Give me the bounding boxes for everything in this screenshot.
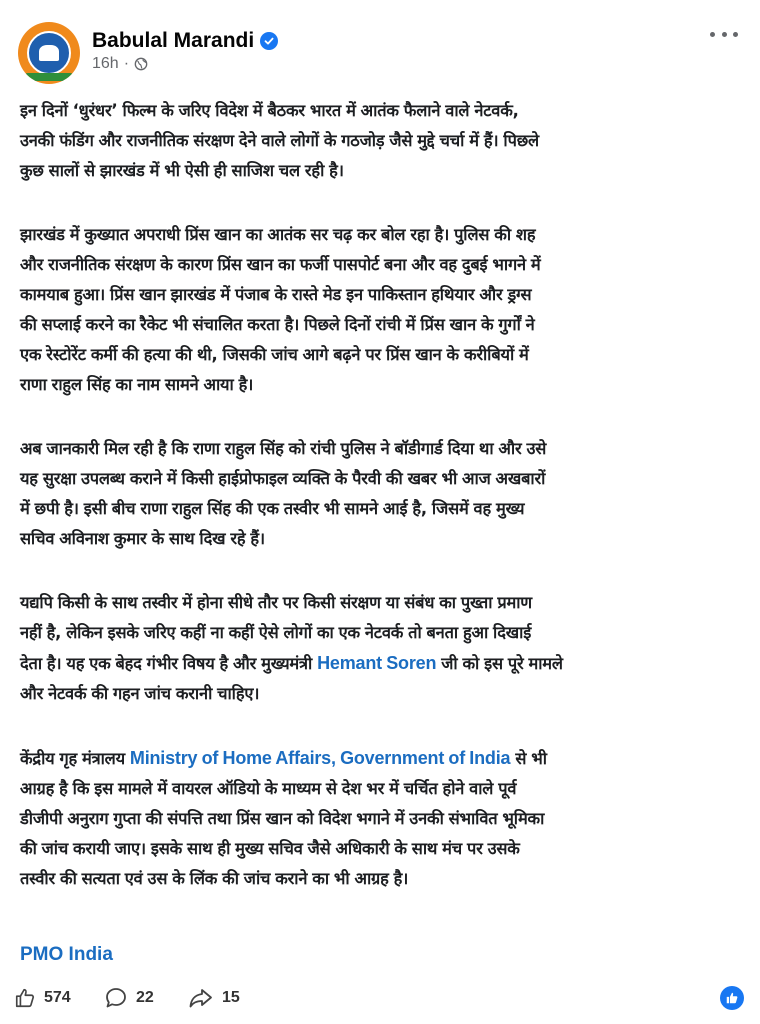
- more-options-icon[interactable]: [710, 24, 738, 44]
- paragraph-3: [20, 434, 744, 554]
- paragraph-2: [20, 220, 744, 400]
- paragraph-5: [20, 743, 744, 894]
- post-footer: [0, 980, 760, 1016]
- globe-icon: [134, 57, 148, 71]
- text-line: अब जानकारी मिल रही है कि राणा राहुल सिंह को रांची पुलिस ने बॉडीगार्ड दिया था और उसे: [20, 439, 547, 458]
- post-header: [0, 0, 760, 88]
- text-segment: केंद्रीय गृह मंत्रालय: [20, 749, 130, 768]
- paragraph-1: [20, 96, 744, 186]
- text-line: झारखंड में कुख्यात अपराधी प्रिंस खान का आतंक सर चढ़ कर बोल रहा है। पुलिस की शह: [20, 225, 536, 244]
- comment-icon: [104, 986, 128, 1010]
- post-meta: [92, 54, 148, 74]
- text-line: यद्यपि किसी के साथ तस्वीर में होना सीधे तौर पर किसी संरक्षण या संबंध का पुख्ता प्रमाण: [20, 593, 532, 612]
- share-button[interactable]: [188, 986, 240, 1010]
- text-line: और राजनीतिक संरक्षण के कारण प्रिंस खान का फर्जी पासपोर्ट बना और वह दुबई भागने में: [20, 255, 541, 274]
- text-line: [20, 648, 744, 679]
- more-dot: [733, 32, 738, 37]
- text-line: नहीं है, लेकिन इसके जरिए कहीं ना कहीं ऐसे लोगों का एक नेटवर्क तो बनता हुआ दिखाई: [20, 623, 532, 642]
- author-name[interactable]: Babulal Marandi: [92, 29, 255, 52]
- text-segment: से भी: [510, 749, 547, 768]
- text-line: यह सुरक्षा उपलब्ध कराने में किसी हाईप्रोफाइल व्यक्ति के पैरवी की खबर भी आज अखबारों: [20, 469, 546, 488]
- text-line: इन दिनों ‘धुरंधर’ फिल्म के जरिए विदेश में बैठकर भारत में आतंक फैलाने वाले नेटवर्क,: [20, 101, 519, 120]
- text-line: सचिव अविनाश कुमार के साथ दिख रहे हैं।: [20, 529, 265, 548]
- text-line: डीजीपी अनुराग गुप्ता की संपत्ति तथा प्रिंस खान को विदेश भगाने में उनकी संभावित भूमिका: [20, 809, 545, 828]
- text-line: कुछ सालों से झारखंड में भी ऐसी ही साजिश चल रही है।: [20, 161, 344, 180]
- text-line: आग्रह है कि इस मामले में वायरल ऑडियो के माध्यम से देश भर में चर्चित होने वाले पूर्व: [20, 779, 517, 798]
- avatar-base-decoration: [24, 73, 74, 81]
- comment-count: 22: [136, 989, 154, 1006]
- tag-pmo-india[interactable]: PMO India: [20, 944, 113, 965]
- text-line: एक रेस्टोरेंट कर्मी की हत्या की थी, जिसकी जांच आगे बढ़ने पर प्रिंस खान के करीबियों में: [20, 345, 529, 364]
- tag-hemant-soren[interactable]: Hemant Soren: [317, 653, 437, 673]
- text-line: कामयाब हुआ। प्रिंस खान झारखंड में पंजाब के रास्ते मेड इन पाकिस्तान हथियार और ड्रग्स: [20, 285, 532, 304]
- author-row: [92, 28, 278, 54]
- share-count: 15: [222, 989, 240, 1006]
- more-dot: [722, 32, 727, 37]
- avatar-emblem-icon: [27, 31, 71, 75]
- like-button[interactable]: [14, 986, 71, 1010]
- meta-separator: ·: [123, 55, 130, 72]
- text-segment: जी को इस पूरे मामले: [436, 654, 563, 673]
- text-line: उनकी फंडिंग और राजनीतिक संरक्षण देने वाले लोगों के गठजोड़ जैसे मुद्दे चर्चा में हैं। पिछले: [20, 131, 539, 150]
- verified-badge-icon: [260, 32, 278, 50]
- paragraph-4: [20, 588, 744, 709]
- post-body: [20, 96, 744, 928]
- avatar[interactable]: [18, 22, 80, 84]
- like-count: 574: [44, 989, 71, 1006]
- text-line: और नेटवर्क की गहन जांच करानी चाहिए।: [20, 684, 260, 703]
- like-icon: [14, 987, 36, 1009]
- text-line: राणा राहुल सिंह का नाम सामने आया है।: [20, 375, 254, 394]
- more-dot: [710, 32, 715, 37]
- share-icon: [188, 986, 214, 1010]
- like-reaction-icon[interactable]: [720, 986, 744, 1010]
- text-line: [20, 743, 744, 774]
- thumb-up-icon: [725, 991, 739, 1005]
- post-timestamp[interactable]: 16h: [92, 55, 119, 72]
- text-line: की सप्लाई करने का रैकेट भी संचालित करता है। पिछले दिनों रांची में प्रिंस खान के गुर्गों ने: [20, 315, 535, 334]
- text-segment: देता है। यह एक बेहद गंभीर विषय है और मुख्यमंत्री: [20, 654, 318, 673]
- tag-ministry-of-home-affairs[interactable]: Ministry of Home Affairs, Government of India: [129, 748, 511, 768]
- comment-button[interactable]: [104, 986, 154, 1010]
- text-line: में छपी है। इसी बीच राणा राहुल सिंह की एक तस्वीर भी सामने आई है, जिसमें वह मुख्य: [20, 499, 525, 518]
- text-line: तस्वीर की सत्यता एवं उस के लिंक की जांच कराने का भी आग्रह है।: [20, 869, 409, 888]
- text-line: की जांच करायी जाए। इसके साथ ही मुख्य सचिव जैसे अधिकारी के साथ मंच पर उसके: [20, 839, 520, 858]
